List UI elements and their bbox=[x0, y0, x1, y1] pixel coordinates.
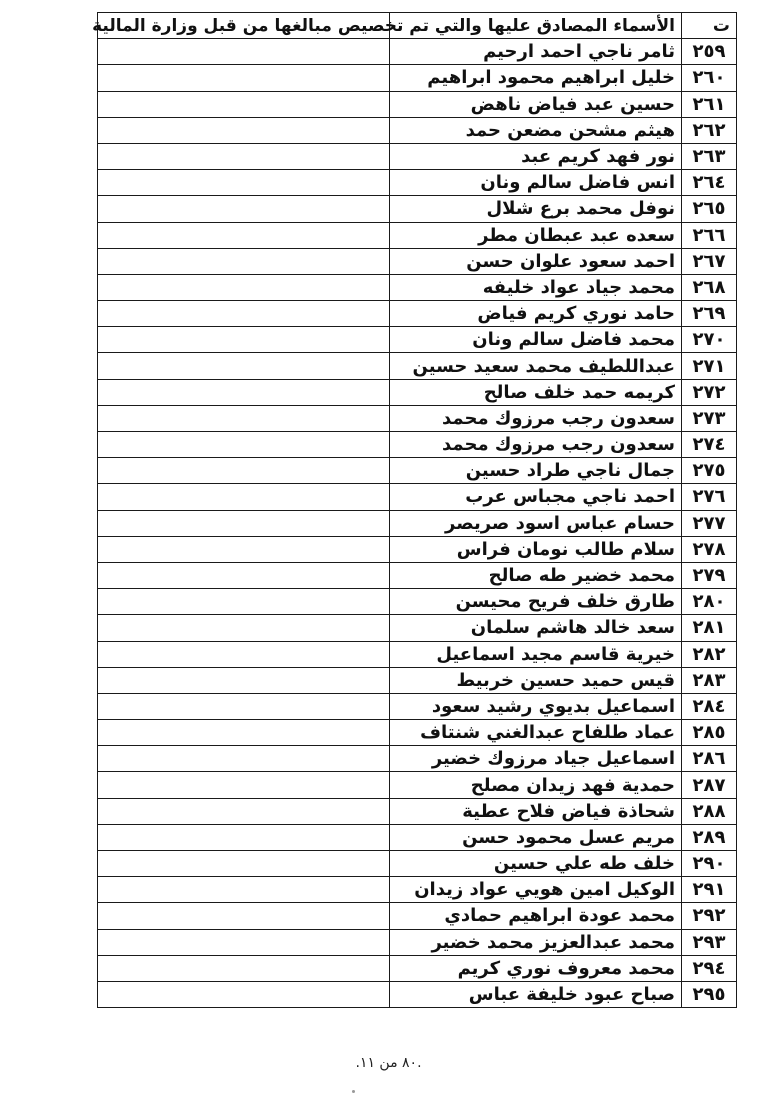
row-blank-cell bbox=[98, 772, 390, 798]
row-number: ٢٦٧ bbox=[682, 248, 737, 274]
table-row bbox=[98, 693, 737, 719]
row-name: محمد فاضل سالم ونان bbox=[390, 327, 682, 353]
row-name: احمد ناجي مجباس عرب bbox=[390, 484, 682, 510]
row-number: ٢٨٢ bbox=[682, 641, 737, 667]
row-number: ٢٥٩ bbox=[682, 39, 737, 65]
row-number: ٢٨٩ bbox=[682, 824, 737, 850]
row-blank-cell bbox=[98, 824, 390, 850]
row-name: طارق خلف فريح محيسن bbox=[390, 589, 682, 615]
row-blank-cell bbox=[98, 222, 390, 248]
table-row bbox=[98, 405, 737, 431]
row-blank-cell bbox=[98, 667, 390, 693]
table-row bbox=[98, 379, 737, 405]
table-row bbox=[98, 484, 737, 510]
row-number: ٢٨٥ bbox=[682, 720, 737, 746]
table-row bbox=[98, 274, 737, 300]
table-row bbox=[98, 222, 737, 248]
column-header-names: الأسماء المصادق عليها والتي تم تخصيص مبالغها من قبل وزارة المالية bbox=[390, 13, 682, 39]
table-row bbox=[98, 353, 737, 379]
table-row bbox=[98, 510, 737, 536]
row-name: الوكيل امين هويي عواد زيدان bbox=[390, 877, 682, 903]
row-name: خلف طه علي حسين bbox=[390, 851, 682, 877]
row-name: سعدون رجب مرزوك محمد bbox=[390, 405, 682, 431]
table-row bbox=[98, 667, 737, 693]
row-blank-cell bbox=[98, 929, 390, 955]
row-number: ٢٦٠ bbox=[682, 65, 737, 91]
table-row bbox=[98, 824, 737, 850]
row-number: ٢٨٤ bbox=[682, 693, 737, 719]
row-number: ٢٦٣ bbox=[682, 143, 737, 169]
row-blank-cell bbox=[98, 562, 390, 588]
table-row bbox=[98, 641, 737, 667]
row-name: خليل ابراهيم محمود ابراهيم bbox=[390, 65, 682, 91]
page-number: .٨٠ من ١١. bbox=[355, 1055, 422, 1071]
row-number: ٢٦٤ bbox=[682, 170, 737, 196]
row-name: حمدية فهد زيدان مصلح bbox=[390, 772, 682, 798]
row-blank-cell bbox=[98, 274, 390, 300]
row-blank-cell bbox=[98, 589, 390, 615]
column-header-number: ت bbox=[682, 13, 737, 39]
row-blank-cell bbox=[98, 536, 390, 562]
table-row bbox=[98, 981, 737, 1007]
row-blank-cell bbox=[98, 641, 390, 667]
row-blank-cell bbox=[98, 432, 390, 458]
row-name: احمد سعود علوان حسن bbox=[390, 248, 682, 274]
row-name: حامد نوري كريم فياض bbox=[390, 301, 682, 327]
table-row bbox=[98, 39, 737, 65]
table-body bbox=[98, 39, 737, 1008]
table-row bbox=[98, 746, 737, 772]
row-blank-cell bbox=[98, 484, 390, 510]
row-name: سعد خالد هاشم سلمان bbox=[390, 615, 682, 641]
row-blank-cell bbox=[98, 720, 390, 746]
row-number: ٢٧٩ bbox=[682, 562, 737, 588]
row-blank-cell bbox=[98, 170, 390, 196]
row-name: انس فاضل سالم ونان bbox=[390, 170, 682, 196]
table-row bbox=[98, 929, 737, 955]
table-row bbox=[98, 798, 737, 824]
row-number: ٢٦٩ bbox=[682, 301, 737, 327]
row-blank-cell bbox=[98, 379, 390, 405]
row-number: ٢٧٦ bbox=[682, 484, 737, 510]
row-blank-cell bbox=[98, 746, 390, 772]
table-row bbox=[98, 248, 737, 274]
table-row bbox=[98, 301, 737, 327]
row-number: ٢٦٥ bbox=[682, 196, 737, 222]
row-number: ٢٩٤ bbox=[682, 955, 737, 981]
row-name: سعده عبد عبطان مطر bbox=[390, 222, 682, 248]
row-name: ثامر ناجي احمد ارحيم bbox=[390, 39, 682, 65]
row-name: كريمه حمد خلف صالح bbox=[390, 379, 682, 405]
row-number: ٢٨١ bbox=[682, 615, 737, 641]
row-number: ٢٧٤ bbox=[682, 432, 737, 458]
row-number: ٢٨٠ bbox=[682, 589, 737, 615]
row-name: اسماعيل جياد مرزوك خضير bbox=[390, 746, 682, 772]
table-row bbox=[98, 65, 737, 91]
row-number: ٢٨٣ bbox=[682, 667, 737, 693]
row-blank-cell bbox=[98, 117, 390, 143]
row-number: ٢٧٠ bbox=[682, 327, 737, 353]
row-number: ٢٧٥ bbox=[682, 458, 737, 484]
table-row bbox=[98, 851, 737, 877]
table-row bbox=[98, 903, 737, 929]
row-blank-cell bbox=[98, 615, 390, 641]
row-name: محمد جياد عواد خليفه bbox=[390, 274, 682, 300]
table-row bbox=[98, 589, 737, 615]
row-name: عبداللطيف محمد سعيد حسين bbox=[390, 353, 682, 379]
row-blank-cell bbox=[98, 327, 390, 353]
table-row bbox=[98, 117, 737, 143]
row-blank-cell bbox=[98, 798, 390, 824]
row-blank-cell bbox=[98, 851, 390, 877]
table-header-row bbox=[98, 13, 737, 39]
row-number: ٢٩٠ bbox=[682, 851, 737, 877]
row-number: ٢٧١ bbox=[682, 353, 737, 379]
document-sheet bbox=[92, 12, 737, 1008]
row-name: محمد عودة ابراهيم حمادي bbox=[390, 903, 682, 929]
table-row bbox=[98, 615, 737, 641]
row-blank-cell bbox=[98, 510, 390, 536]
row-blank-cell bbox=[98, 981, 390, 1007]
row-name: محمد عبدالعزيز محمد خضير bbox=[390, 929, 682, 955]
row-blank-cell bbox=[98, 693, 390, 719]
row-name: محمد خضير طه صالح bbox=[390, 562, 682, 588]
table-row bbox=[98, 432, 737, 458]
row-name: سلام طالب نومان فراس bbox=[390, 536, 682, 562]
row-name: خيرية قاسم مجيد اسماعيل bbox=[390, 641, 682, 667]
row-blank-cell bbox=[98, 955, 390, 981]
table-row bbox=[98, 877, 737, 903]
table-row bbox=[98, 562, 737, 588]
row-name: قيس حميد حسين خربيط bbox=[390, 667, 682, 693]
row-number: ٢٨٧ bbox=[682, 772, 737, 798]
table-row bbox=[98, 327, 737, 353]
row-name: عماد طلفاح عبدالغني شنتاف bbox=[390, 720, 682, 746]
row-blank-cell bbox=[98, 353, 390, 379]
names-table bbox=[92, 12, 737, 1008]
row-name: اسماعيل بديوي رشيد سعود bbox=[390, 693, 682, 719]
table-row bbox=[98, 143, 737, 169]
row-name: شحاذة فياض فلاح عطية bbox=[390, 798, 682, 824]
row-number: ٢٨٦ bbox=[682, 746, 737, 772]
row-number: ٢٧٣ bbox=[682, 405, 737, 431]
row-name: محمد معروف نوري كريم bbox=[390, 955, 682, 981]
scan-speck bbox=[352, 1090, 355, 1093]
row-number: ٢٦٢ bbox=[682, 117, 737, 143]
table-row bbox=[98, 955, 737, 981]
row-blank-cell bbox=[98, 458, 390, 484]
row-blank-cell bbox=[98, 196, 390, 222]
row-blank-cell bbox=[98, 301, 390, 327]
row-blank-cell bbox=[98, 39, 390, 65]
table-row bbox=[98, 536, 737, 562]
table-row bbox=[98, 720, 737, 746]
row-name: مريم عسل محمود حسن bbox=[390, 824, 682, 850]
row-name: نوفل محمد برع شلال bbox=[390, 196, 682, 222]
row-blank-cell bbox=[98, 143, 390, 169]
row-number: ٢٧٢ bbox=[682, 379, 737, 405]
row-blank-cell bbox=[98, 903, 390, 929]
row-number: ٢٧٨ bbox=[682, 536, 737, 562]
row-name: جمال ناجي طراد حسين bbox=[390, 458, 682, 484]
row-name: سعدون رجب مرزوك محمد bbox=[390, 432, 682, 458]
row-blank-cell bbox=[98, 405, 390, 431]
row-number: ٢٩٥ bbox=[682, 981, 737, 1007]
row-number: ٢٩٣ bbox=[682, 929, 737, 955]
page-footer bbox=[0, 1055, 777, 1071]
row-number: ٢٦٦ bbox=[682, 222, 737, 248]
row-name: صباح عبود خليفة عباس bbox=[390, 981, 682, 1007]
row-number: ٢٨٨ bbox=[682, 798, 737, 824]
table-row bbox=[98, 91, 737, 117]
row-blank-cell bbox=[98, 91, 390, 117]
table-row bbox=[98, 170, 737, 196]
row-name: حسين عبد فياض ناهض bbox=[390, 91, 682, 117]
row-number: ٢٩١ bbox=[682, 877, 737, 903]
row-number: ٢٦٨ bbox=[682, 274, 737, 300]
row-name: نور فهد كريم عبد bbox=[390, 143, 682, 169]
row-blank-cell bbox=[98, 877, 390, 903]
row-blank-cell bbox=[98, 65, 390, 91]
row-number: ٢٧٧ bbox=[682, 510, 737, 536]
table-row bbox=[98, 458, 737, 484]
row-number: ٢٩٢ bbox=[682, 903, 737, 929]
row-name: حسام عباس اسود صريصر bbox=[390, 510, 682, 536]
row-name: هيثم مشحن مضعن حمد bbox=[390, 117, 682, 143]
table-row bbox=[98, 772, 737, 798]
table-row bbox=[98, 196, 737, 222]
row-blank-cell bbox=[98, 248, 390, 274]
row-number: ٢٦١ bbox=[682, 91, 737, 117]
